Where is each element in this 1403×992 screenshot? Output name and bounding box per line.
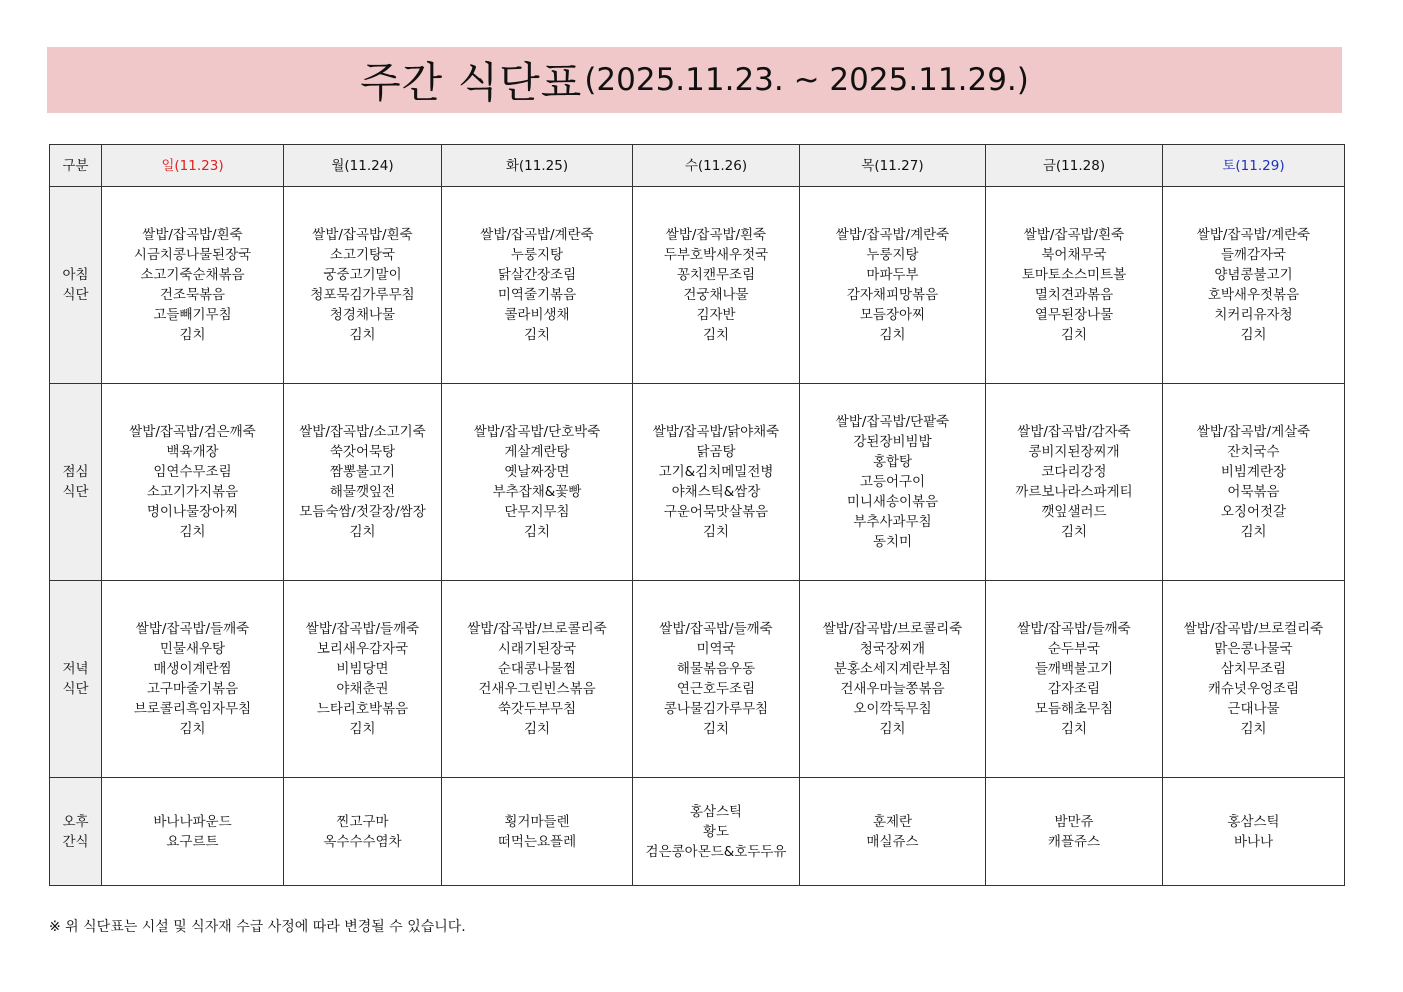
menu-item: 꽁치캔무조림 bbox=[676, 267, 756, 283]
menu-item: 쌀밥/잡곡밥/닭야채죽 bbox=[652, 424, 780, 440]
menu-item: 횡거마들렌 bbox=[504, 813, 570, 830]
menu-item: 양념콩불고기 bbox=[1214, 267, 1293, 283]
menu-item: 김치 bbox=[1060, 327, 1088, 343]
menu-item: 미역국 bbox=[696, 641, 736, 657]
menu-item: 쑥갓어묵탕 bbox=[329, 444, 396, 460]
row-lunch bbox=[50, 384, 1345, 581]
menu-item: 코다리강정 bbox=[1041, 464, 1107, 480]
title-banner bbox=[47, 47, 1342, 113]
menu-cell bbox=[986, 187, 1163, 384]
menu-item: 순두부국 bbox=[1047, 641, 1101, 657]
menu-item: 콜라비생채 bbox=[504, 307, 570, 323]
menu-item: 고기&김치메밀전병 bbox=[658, 464, 774, 480]
menu-item: 검은콩아몬드&호두두유 bbox=[645, 843, 787, 860]
row-label-breakfast bbox=[50, 187, 102, 384]
menu-item: 짬뽕불고기 bbox=[329, 464, 396, 480]
menu-item: 김치 bbox=[349, 524, 376, 540]
menu-item: 부추잡채&꽃빵 bbox=[492, 484, 582, 500]
menu-item: 옛날짜장면 bbox=[504, 464, 570, 480]
menu-item: 북어채무국 bbox=[1041, 247, 1107, 263]
menu-cell bbox=[284, 187, 442, 384]
row-label-line: 식단 bbox=[62, 681, 89, 697]
menu-item: 시래기된장국 bbox=[497, 641, 577, 657]
menu-cell bbox=[800, 187, 986, 384]
menu-item: 쌀밥/잡곡밥/들깨죽 bbox=[305, 621, 420, 637]
menu-item: 쌀밥/잡곡밥/계란죽 bbox=[1196, 227, 1311, 243]
menu-item: 비빔계란장 bbox=[1220, 464, 1287, 480]
menu-cell bbox=[442, 187, 633, 384]
menu-item: 감자채피망볶음 bbox=[846, 287, 939, 303]
menu-cell bbox=[986, 778, 1163, 886]
menu-item: 쌀밥/잡곡밥/게살죽 bbox=[1196, 424, 1311, 440]
menu-item: 쌀밥/잡곡밥/들깨죽 bbox=[135, 621, 250, 637]
day-header-thursday: 목(11.27) bbox=[800, 145, 986, 187]
menu-item: 김치 bbox=[879, 327, 906, 343]
menu-item: 들깨백불고기 bbox=[1034, 661, 1114, 677]
menu-item: 브로콜리흑임자무침 bbox=[133, 701, 252, 717]
menu-item: 고등어구이 bbox=[859, 474, 926, 490]
menu-item: 콩비지된장찌개 bbox=[1028, 444, 1120, 460]
menu-item: 닭곰탕 bbox=[696, 444, 736, 460]
date-range: (2025.11.23. ~ 2025.11.29.) bbox=[584, 62, 1029, 98]
menu-item: 야채춘권 bbox=[336, 681, 389, 697]
menu-item: 옥수수수염차 bbox=[323, 833, 402, 850]
menu-cell bbox=[633, 581, 800, 778]
menu-item: 쌀밥/잡곡밥/흰죽 bbox=[312, 227, 413, 243]
row-dinner bbox=[50, 581, 1345, 778]
menu-item: 청국장찌개 bbox=[859, 641, 926, 657]
menu-item: 건새우그린빈스볶음 bbox=[478, 681, 596, 697]
menu-item: 고구마줄기볶음 bbox=[146, 681, 239, 697]
menu-item: 두부호박새우젓국 bbox=[663, 247, 769, 263]
menu-item: 단무지무침 bbox=[504, 504, 570, 520]
menu-item: 소고기탕국 bbox=[329, 247, 396, 263]
menu-item: 오징어젓갈 bbox=[1220, 504, 1287, 520]
menu-cell bbox=[284, 778, 442, 886]
menu-item: 김치 bbox=[879, 721, 906, 737]
menu-item: 김치 bbox=[523, 524, 551, 540]
menu-body bbox=[50, 187, 1345, 886]
weekly-menu-table bbox=[49, 144, 1345, 886]
menu-item: 순대콩나물찜 bbox=[497, 661, 577, 677]
menu-cell bbox=[102, 187, 284, 384]
menu-item: 쌀밥/잡곡밥/감자죽 bbox=[1017, 424, 1131, 440]
menu-cell bbox=[1163, 778, 1345, 886]
menu-item: 김치 bbox=[702, 524, 730, 540]
menu-item: 근대나물 bbox=[1227, 701, 1280, 717]
menu-cell bbox=[633, 187, 800, 384]
menu-item: 김치 bbox=[179, 524, 206, 540]
footnote: ※ 위 식단표는 시설 및 식자재 수급 사정에 따라 변경될 수 있습니다. bbox=[49, 919, 466, 935]
row-label-line: 오후 bbox=[62, 813, 89, 830]
menu-cell bbox=[442, 778, 633, 886]
menu-item: 김치 bbox=[179, 327, 206, 343]
menu-item: 동치미 bbox=[872, 534, 913, 550]
menu-cell bbox=[284, 384, 442, 581]
menu-item: 분홍소세지계란부침 bbox=[833, 661, 952, 677]
day-header-friday: 금(11.28) bbox=[986, 145, 1163, 187]
menu-item: 오이깍둑무침 bbox=[853, 701, 932, 717]
menu-item: 게살계란탕 bbox=[504, 444, 570, 460]
menu-item: 소고기죽순채볶음 bbox=[140, 267, 245, 283]
menu-item: 연근호두조림 bbox=[676, 681, 756, 697]
menu-item: 건궁채나물 bbox=[683, 287, 749, 303]
menu-item: 쌀밥/잡곡밥/들깨죽 bbox=[1017, 621, 1131, 637]
menu-item: 훈제란 bbox=[872, 813, 913, 830]
menu-item: 쌀밥/잡곡밥/흰죽 bbox=[142, 227, 243, 243]
menu-cell bbox=[442, 581, 633, 778]
menu-item: 까르보나라스파게티 bbox=[1015, 484, 1133, 500]
menu-cell bbox=[633, 778, 800, 886]
menu-cell bbox=[284, 581, 442, 778]
row-snack bbox=[50, 778, 1345, 886]
menu-item: 모듬해초무침 bbox=[1034, 701, 1114, 717]
row-label-line: 아침 bbox=[62, 267, 89, 283]
page-title: 주간 식단표 bbox=[360, 58, 583, 107]
menu-item: 삼치무조림 bbox=[1220, 661, 1287, 677]
menu-item: 김치 bbox=[702, 327, 730, 343]
menu-item: 쌀밥/잡곡밥/소고기죽 bbox=[299, 424, 426, 440]
menu-item: 쌀밥/잡곡밥/들깨죽 bbox=[659, 621, 773, 637]
menu-item: 민물새우탕 bbox=[159, 641, 226, 657]
menu-item: 열무된장나물 bbox=[1034, 307, 1114, 323]
menu-item: 누룽지탕 bbox=[866, 247, 919, 263]
menu-item: 홍삼스틱 bbox=[689, 803, 743, 820]
menu-item: 쌀밥/잡곡밥/단호박죽 bbox=[473, 424, 601, 440]
menu-cell bbox=[102, 581, 284, 778]
menu-item: 건조묵볶음 bbox=[159, 287, 226, 303]
menu-cell bbox=[986, 384, 1163, 581]
row-label-line: 저녁 bbox=[62, 661, 89, 677]
menu-cell bbox=[1163, 187, 1345, 384]
menu-item: 느타리호박볶음 bbox=[316, 701, 409, 717]
menu-item: 김치 bbox=[523, 327, 551, 343]
menu-item: 쌀밥/잡곡밥/흰죽 bbox=[1023, 227, 1125, 243]
menu-item: 해물깻잎전 bbox=[329, 484, 396, 500]
menu-cell bbox=[1163, 384, 1345, 581]
menu-item: 임연수무조림 bbox=[153, 464, 232, 480]
menu-item: 호박새우젓볶음 bbox=[1207, 287, 1300, 303]
menu-item: 마파두부 bbox=[866, 267, 919, 283]
menu-cell bbox=[442, 384, 633, 581]
header-row bbox=[50, 145, 1345, 187]
menu-item: 보리새우감자국 bbox=[316, 641, 409, 657]
category-header: 구분 bbox=[50, 145, 102, 187]
menu-item: 김치 bbox=[1060, 524, 1088, 540]
row-label-line: 식단 bbox=[62, 287, 89, 303]
day-header-saturday: 토(11.29) bbox=[1163, 145, 1345, 187]
menu-item: 백육개장 bbox=[166, 444, 219, 460]
menu-item: 모듬장아찌 bbox=[859, 307, 926, 323]
row-label-snack bbox=[50, 778, 102, 886]
menu-item: 쌀밥/잡곡밥/계란죽 bbox=[835, 227, 950, 243]
menu-item: 김치 bbox=[1240, 721, 1267, 737]
menu-item: 구운어묵맛살볶음 bbox=[663, 504, 769, 520]
menu-item: 미니새송이볶음 bbox=[846, 494, 939, 510]
menu-item: 바나나파운드 bbox=[153, 813, 232, 830]
menu-item: 쑥갓두부무침 bbox=[497, 701, 577, 717]
menu-cell bbox=[102, 778, 284, 886]
menu-cell bbox=[986, 581, 1163, 778]
menu-item: 캐플쥬스 bbox=[1047, 833, 1101, 850]
menu-item: 김치 bbox=[349, 721, 376, 737]
menu-item: 쌀밥/잡곡밥/흰죽 bbox=[665, 227, 767, 243]
menu-item: 어묵볶음 bbox=[1227, 484, 1280, 500]
menu-item: 김자반 bbox=[696, 307, 736, 323]
menu-cell bbox=[800, 384, 986, 581]
menu-item: 잔치국수 bbox=[1227, 444, 1280, 460]
menu-item: 홍삼스틱 bbox=[1227, 813, 1280, 830]
menu-item: 건새우마늘쫑볶음 bbox=[840, 681, 945, 697]
menu-item: 쌀밥/잡곡밥/계란죽 bbox=[480, 227, 594, 243]
menu-item: 깻잎샐러드 bbox=[1041, 504, 1107, 520]
menu-item: 청경채나물 bbox=[329, 307, 396, 323]
menu-item: 강된장비빔밥 bbox=[853, 434, 932, 450]
menu-item: 쌀밥/잡곡밥/브로콜리죽 bbox=[467, 621, 607, 637]
menu-cell bbox=[1163, 581, 1345, 778]
menu-item: 소고기가지볶음 bbox=[146, 484, 239, 500]
menu-item: 맑은콩나물국 bbox=[1214, 641, 1293, 657]
row-label-lunch bbox=[50, 384, 102, 581]
row-label-line: 식단 bbox=[62, 484, 89, 500]
menu-item: 찐고구마 bbox=[336, 813, 389, 830]
menu-item: 쌀밥/잡곡밥/브로콜리죽 bbox=[822, 621, 963, 637]
menu-item: 고들빼기무침 bbox=[153, 307, 232, 323]
menu-cell bbox=[633, 384, 800, 581]
menu-item: 들깨감자국 bbox=[1220, 247, 1287, 263]
menu-item: 캐슈넛우엉조림 bbox=[1207, 681, 1300, 697]
menu-item: 떠먹는요플레 bbox=[497, 833, 577, 850]
menu-item: 부추사과무침 bbox=[853, 514, 932, 530]
menu-item: 궁중고기말이 bbox=[323, 267, 402, 283]
menu-item: 콩나물김가루무침 bbox=[663, 701, 769, 717]
menu-item: 미역줄기볶음 bbox=[497, 287, 577, 303]
menu-item: 명이나물장아찌 bbox=[146, 504, 239, 520]
menu-item: 바나나 bbox=[1233, 833, 1274, 850]
menu-item: 모듬숙쌈/젓갈장/쌈장 bbox=[299, 504, 426, 520]
menu-cell bbox=[800, 778, 986, 886]
menu-item: 김치 bbox=[523, 721, 551, 737]
menu-item: 매실쥬스 bbox=[866, 833, 919, 850]
menu-item: 쌀밥/잡곡밥/검은깨죽 bbox=[129, 424, 256, 440]
menu-item: 김치 bbox=[702, 721, 730, 737]
menu-item: 시금치콩나물된장국 bbox=[133, 247, 252, 263]
row-label-dinner bbox=[50, 581, 102, 778]
menu-cell bbox=[102, 384, 284, 581]
day-header-wednesday: 수(11.26) bbox=[633, 145, 800, 187]
menu-item: 비빔당면 bbox=[336, 661, 389, 677]
menu-item: 야채스틱&쌈장 bbox=[671, 484, 761, 500]
menu-item: 치커리유자청 bbox=[1214, 307, 1293, 323]
day-header-sunday: 일(11.23) bbox=[102, 145, 284, 187]
row-label-line: 점심 bbox=[62, 464, 89, 480]
row-breakfast bbox=[50, 187, 1345, 384]
menu-item: 김치 bbox=[1240, 327, 1267, 343]
menu-item: 멸치견과볶음 bbox=[1034, 287, 1114, 303]
menu-item: 매생이계란찜 bbox=[153, 661, 232, 677]
menu-item: 김치 bbox=[1240, 524, 1267, 540]
menu-item: 홍합탕 bbox=[872, 454, 913, 470]
menu-item: 감자조림 bbox=[1047, 681, 1101, 697]
menu-item: 쌀밥/잡곡밥/브로컬리죽 bbox=[1183, 621, 1324, 637]
menu-item: 닭살간장조림 bbox=[497, 267, 577, 283]
menu-item: 김치 bbox=[1060, 721, 1088, 737]
menu-item: 토마토소스미트볼 bbox=[1021, 267, 1127, 283]
day-header-tuesday: 화(11.25) bbox=[442, 145, 633, 187]
menu-item: 해물볶음우동 bbox=[676, 661, 756, 677]
menu-item: 밤만쥬 bbox=[1054, 813, 1094, 830]
row-label-line: 간식 bbox=[62, 833, 89, 850]
menu-item: 김치 bbox=[179, 721, 206, 737]
menu-cell bbox=[800, 581, 986, 778]
menu-item: 요구르트 bbox=[166, 833, 219, 850]
menu-item: 김치 bbox=[349, 327, 376, 343]
menu-item: 누룽지탕 bbox=[510, 247, 564, 263]
menu-item: 황도 bbox=[702, 823, 730, 840]
menu-item: 쌀밥/잡곡밥/단팥죽 bbox=[835, 414, 950, 430]
day-header-monday: 월(11.24) bbox=[284, 145, 442, 187]
menu-item: 청포묵김가루무침 bbox=[310, 287, 415, 303]
